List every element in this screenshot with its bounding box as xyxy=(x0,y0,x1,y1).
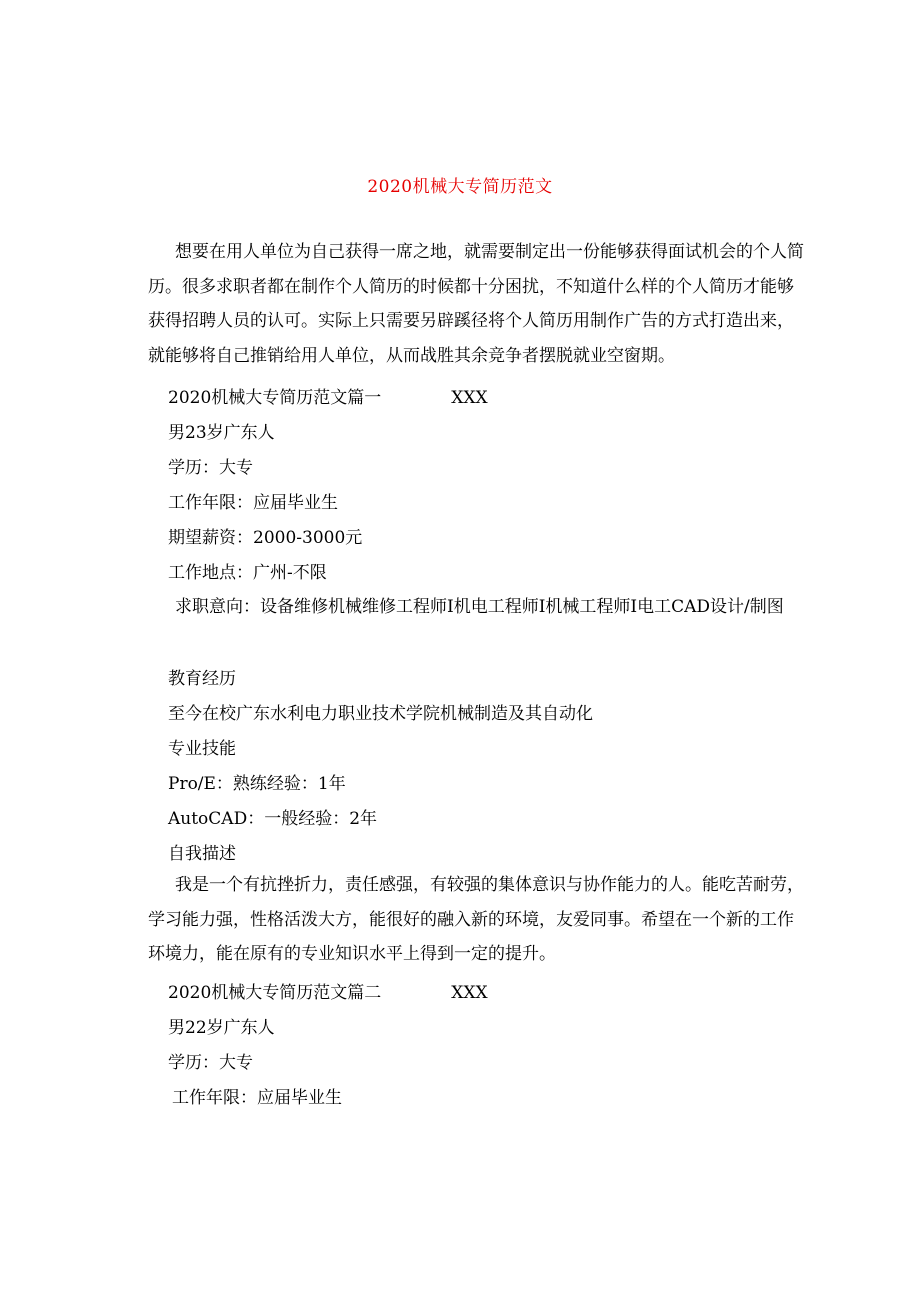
resume2-heading: 2020机械大专简历范文篇二 xyxy=(168,983,382,1003)
resume1-salary: 期望薪资：2000-3000元 xyxy=(168,528,363,548)
resume1-name: XXX xyxy=(451,388,488,408)
resume1-work-years: 工作年限：应届毕业生 xyxy=(168,493,338,513)
resume1-location: 工作地点：广州-不限 xyxy=(168,563,327,583)
resume1-skill-proe: Pro/E：熟练经验：1年 xyxy=(168,774,346,794)
resume2-heading-row xyxy=(168,978,488,1003)
resume1-education-detail: 至今在校广东水利电力职业技术学院机械制造及其自动化 xyxy=(168,704,593,724)
intro-paragraph: 想要在用人单位为自己获得一席之地，就需要制定出一份能够获得面试机会的个人简历。很多求职者都在制作个人简历的时候都十分困扰，不知道什么样的个人简历才能够获得招聘人员的认可。实际上只需要另辟蹊径将个人简历用制作广告的方式打造出来，就能够将自己推销给用人单位，从而战胜其余竞争者摆脱就业空窗期。 xyxy=(148,242,804,366)
resume1-heading-row xyxy=(168,383,488,408)
resume1-basic: 男23岁广东人 xyxy=(168,423,275,443)
page-title: 2020机械大专简历范文 xyxy=(367,177,553,197)
resume1-job-intent: 求职意向：设备维修机械维修工程师I机电工程师I机械工程师I电工CAD设计/制图 xyxy=(175,597,784,617)
resume2-work-years: 工作年限：应届毕业生 xyxy=(172,1088,342,1108)
resume2-basic: 男22岁广东人 xyxy=(168,1018,275,1038)
resume1-education-level: 学历：大专 xyxy=(168,458,253,478)
resume1-skills-header: 专业技能 xyxy=(168,739,236,759)
resume1-self-description: 我是一个有抗挫折力，责任感强，有较强的集体意识与协作能力的人。能吃苦耐劳，学习能力强，性格活泼大方，能很好的融入新的环境，友爱同事。希望在一个新的工作环境力，能在原有的专业知识水平上得到一定的提升。 xyxy=(148,875,804,964)
resume1-education-header: 教育经历 xyxy=(168,669,236,689)
resume1-heading: 2020机械大专简历范文篇一 xyxy=(168,388,382,408)
resume1-skill-autocad: AutoCAD：一般经验：2年 xyxy=(168,809,378,829)
resume1-self-header: 自我描述 xyxy=(168,844,236,864)
resume2-education-level: 学历：大专 xyxy=(168,1053,253,1073)
resume2-name: XXX xyxy=(451,983,488,1003)
